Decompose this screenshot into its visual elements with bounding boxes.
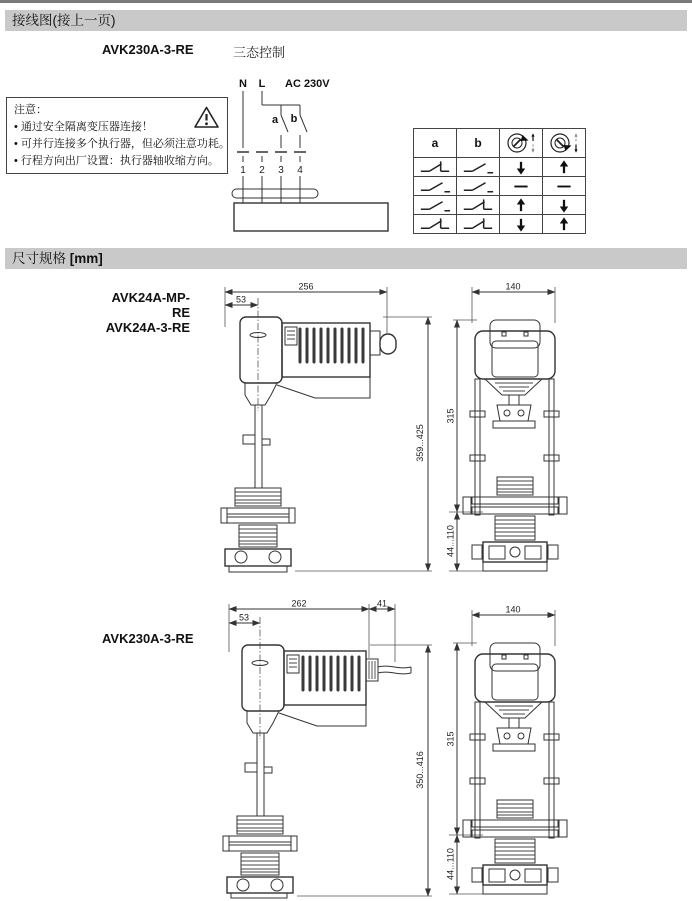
drawing2-side-view bbox=[215, 598, 465, 901]
section-header-dimensions bbox=[5, 248, 687, 269]
dim-41-label: 41 bbox=[376, 598, 388, 609]
contact-closed-icon bbox=[457, 196, 500, 215]
wiring-diagram bbox=[225, 70, 400, 235]
model-label: AVK24A-MP-RE bbox=[111, 290, 190, 320]
direction-knob-ne-icon bbox=[500, 129, 543, 158]
cam-table-row bbox=[414, 158, 586, 177]
dim-350-416-label: 350...416 bbox=[415, 751, 425, 789]
dim-262-label: 262 bbox=[291, 598, 307, 609]
dash-icon bbox=[500, 177, 543, 196]
cam-table bbox=[413, 128, 586, 234]
terminal-4: 4 bbox=[297, 165, 303, 176]
model-label: AVK24A-3-RE bbox=[105, 320, 190, 335]
note-item: • 可并行连接多个执行器，但必须注意功耗。 bbox=[14, 138, 230, 151]
direction-knob-se-icon bbox=[543, 129, 586, 158]
drawing2-model-label: AVK230A-3-RE bbox=[102, 631, 194, 646]
terminal-l-label: L bbox=[258, 78, 266, 90]
cam-col-b-header: b bbox=[457, 129, 500, 158]
cam-col-a-header: a bbox=[414, 129, 457, 158]
contact-open-icon bbox=[457, 158, 500, 177]
arrow-up-icon bbox=[543, 215, 586, 234]
terminal-1: 1 bbox=[240, 165, 246, 176]
drawing1-side-view bbox=[215, 283, 465, 575]
cam-table-row bbox=[414, 177, 586, 196]
section-header-wiring: 接线图(接上一页) bbox=[5, 10, 687, 31]
arrow-up-icon bbox=[500, 196, 543, 215]
voltage-label: AC 230V bbox=[285, 78, 330, 90]
contact-closed-icon bbox=[414, 215, 457, 234]
wiring-model-label: AVK230A-3-RE bbox=[102, 42, 194, 57]
dash-icon bbox=[543, 177, 586, 196]
dimensions-header-unit: [mm] bbox=[69, 251, 103, 266]
note-item: • 通过安全隔离变压器连接！ bbox=[14, 121, 153, 134]
arrow-up-icon bbox=[543, 158, 586, 177]
cam-table-row bbox=[414, 196, 586, 215]
actuator-box bbox=[234, 203, 388, 231]
arrow-down-icon bbox=[500, 158, 543, 177]
dim-256-label: 256 bbox=[298, 283, 314, 292]
dimensions-header-title: 尺寸规格 bbox=[12, 251, 66, 266]
contact-closed-icon bbox=[414, 158, 457, 177]
control-mode-label: 三态控制 bbox=[233, 45, 286, 60]
dim-359-425-label: 359...425 bbox=[415, 424, 425, 462]
drawing1-front-view bbox=[445, 283, 692, 575]
contact-open-icon bbox=[457, 177, 500, 196]
arrow-down-icon bbox=[543, 196, 586, 215]
drawing1-model-labels bbox=[95, 290, 190, 335]
dim-53-label: 53 bbox=[235, 294, 247, 305]
note-item: • 行程方向出厂设置：执行器轴收缩方向。 bbox=[14, 155, 219, 168]
terminal-3: 3 bbox=[278, 165, 284, 176]
notes-title: 注意： bbox=[14, 104, 47, 116]
switch-b-label: b bbox=[290, 113, 298, 125]
page-top-rule bbox=[0, 0, 692, 3]
arrow-down-icon bbox=[500, 215, 543, 234]
cam-table-row bbox=[414, 215, 586, 234]
drawing2-front-view bbox=[445, 606, 692, 898]
cam-table-body bbox=[414, 158, 586, 234]
terminal-n-label: N bbox=[239, 78, 247, 90]
contact-open-icon bbox=[414, 177, 457, 196]
warning-triangle-icon bbox=[193, 105, 220, 130]
contact-closed-icon bbox=[457, 215, 500, 234]
notes-box bbox=[6, 97, 228, 174]
cable-sleeve bbox=[232, 189, 318, 198]
switch-a-label: a bbox=[271, 114, 279, 126]
dim-53b-label: 53 bbox=[238, 612, 250, 623]
cam-table-header-row bbox=[414, 129, 586, 158]
terminal-2: 2 bbox=[259, 165, 265, 176]
contact-open-icon bbox=[414, 196, 457, 215]
